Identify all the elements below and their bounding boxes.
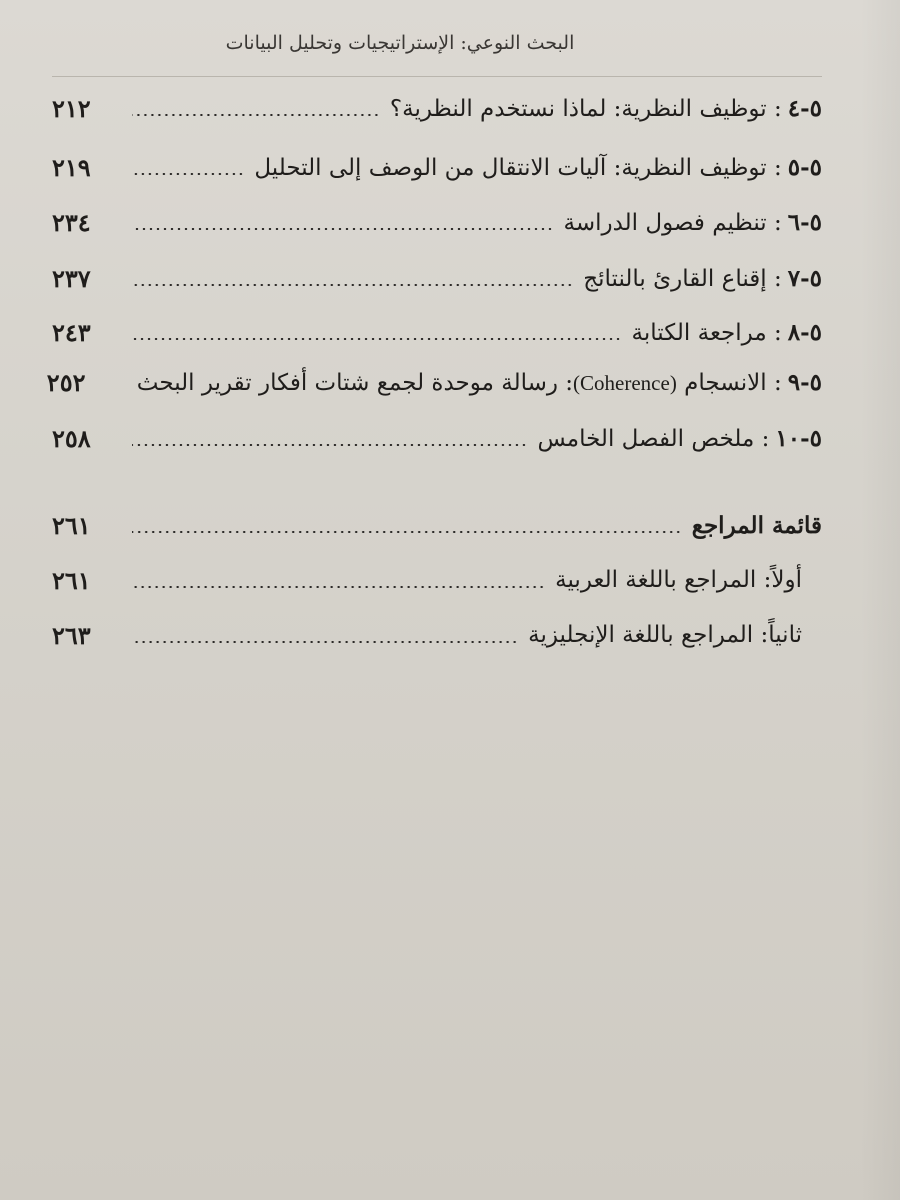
toc-entry-title: ٥-٦: تنظيم فصول الدراسة xyxy=(563,208,822,236)
toc-page-number: ٢٦١ xyxy=(52,510,91,540)
toc-page-number: ٢٤٣ xyxy=(52,317,91,347)
toc-entry xyxy=(52,312,822,352)
toc-entry-number: ٥-٦ xyxy=(787,208,822,236)
toc-page-number: ٢١٩ xyxy=(52,152,91,182)
toc-entry-text: تنظيم فصول الدراسة xyxy=(563,209,767,236)
toc-page-number: ٢٣٤ xyxy=(52,207,91,237)
dot-leader xyxy=(132,338,622,340)
header-rule xyxy=(52,76,822,77)
toc-subentry-title: أولاً: المراجع باللغة العربية xyxy=(555,567,802,593)
toc-entry-number: ٥-٩ xyxy=(787,368,822,396)
dot-leader xyxy=(132,641,518,643)
dot-leader xyxy=(132,284,573,286)
toc-page-number: ٢٥٢ xyxy=(46,367,86,397)
dot-leader xyxy=(132,114,380,116)
toc-entry-text: رسالة موحدة لجمع شتات أفكار تقرير البحث xyxy=(136,369,558,396)
toc-entry-text: توظيف النظرية: آليات الانتقال من الوصف إلى التحليل xyxy=(254,154,767,181)
toc-entry-title: ٥-٧: إقناع القارئ بالنتائج xyxy=(583,264,822,292)
running-header: البحث النوعي: الإستراتيجيات وتحليل البيانات xyxy=(225,32,575,54)
toc-page-number: ٢١٢ xyxy=(52,93,91,123)
toc-entry xyxy=(46,362,822,402)
toc-entry-title: ٥-٩: الانسجام (Coherence): رسالة موحدة لجمع شتات أفكار تقرير البحث xyxy=(136,368,822,396)
toc-page-number: ٢٦٣ xyxy=(52,620,91,650)
dot-leader xyxy=(132,173,244,175)
toc-entry-number: ٥-٧ xyxy=(787,264,822,292)
toc-entry xyxy=(52,418,822,458)
toc-entry-number: ٥-٤ xyxy=(787,94,822,122)
toc-entry xyxy=(52,88,822,128)
page-edge-shadow xyxy=(860,0,900,1200)
toc-entry-text: مراجعة الكتابة xyxy=(631,319,767,346)
toc-section-title: قائمة المراجع xyxy=(691,511,822,539)
toc-entry xyxy=(52,202,822,242)
toc-entry-number: ٥-٨ xyxy=(787,318,822,346)
toc-entry-text: ملخص الفصل الخامس xyxy=(537,425,755,452)
toc-entry-text: توظيف النظرية: لماذا نستخدم النظرية؟ xyxy=(389,95,767,122)
toc-entry-title: ٥-٥: توظيف النظرية: آليات الانتقال من الوصف إلى التحليل xyxy=(254,153,822,181)
toc-page-number: ٢٦١ xyxy=(52,565,91,595)
toc-subentry-title: ثانياً: المراجع باللغة الإنجليزية xyxy=(528,622,802,648)
toc-entry-number: ٥-٥ xyxy=(787,153,822,181)
toc-entry-title: ٥-٨: مراجعة الكتابة xyxy=(631,318,822,346)
toc-entry-latin-term: (Coherence) xyxy=(573,370,677,395)
toc-entry-text: إقناع القارئ بالنتائج xyxy=(583,265,767,292)
dot-leader xyxy=(132,586,545,588)
toc-entry-title: ٥-١٠: ملخص الفصل الخامس xyxy=(537,424,822,452)
toc-entry xyxy=(52,258,822,298)
toc-subentry xyxy=(52,560,822,600)
toc-page-number: ٢٥٨ xyxy=(52,423,91,453)
toc-entry-title: ٥-٤: توظيف النظرية: لماذا نستخدم النظرية؟ xyxy=(389,94,822,122)
toc-entry xyxy=(52,147,822,187)
toc-entry-number: ٥-١٠ xyxy=(775,424,822,452)
toc-section-references xyxy=(52,505,822,545)
dot-leader xyxy=(132,228,553,230)
toc-entry-text: الانسجام xyxy=(684,369,767,396)
toc-page-number: ٢٣٧ xyxy=(52,263,91,293)
dot-leader xyxy=(132,444,527,446)
toc-subentry xyxy=(52,615,822,655)
dot-leader xyxy=(132,531,682,533)
